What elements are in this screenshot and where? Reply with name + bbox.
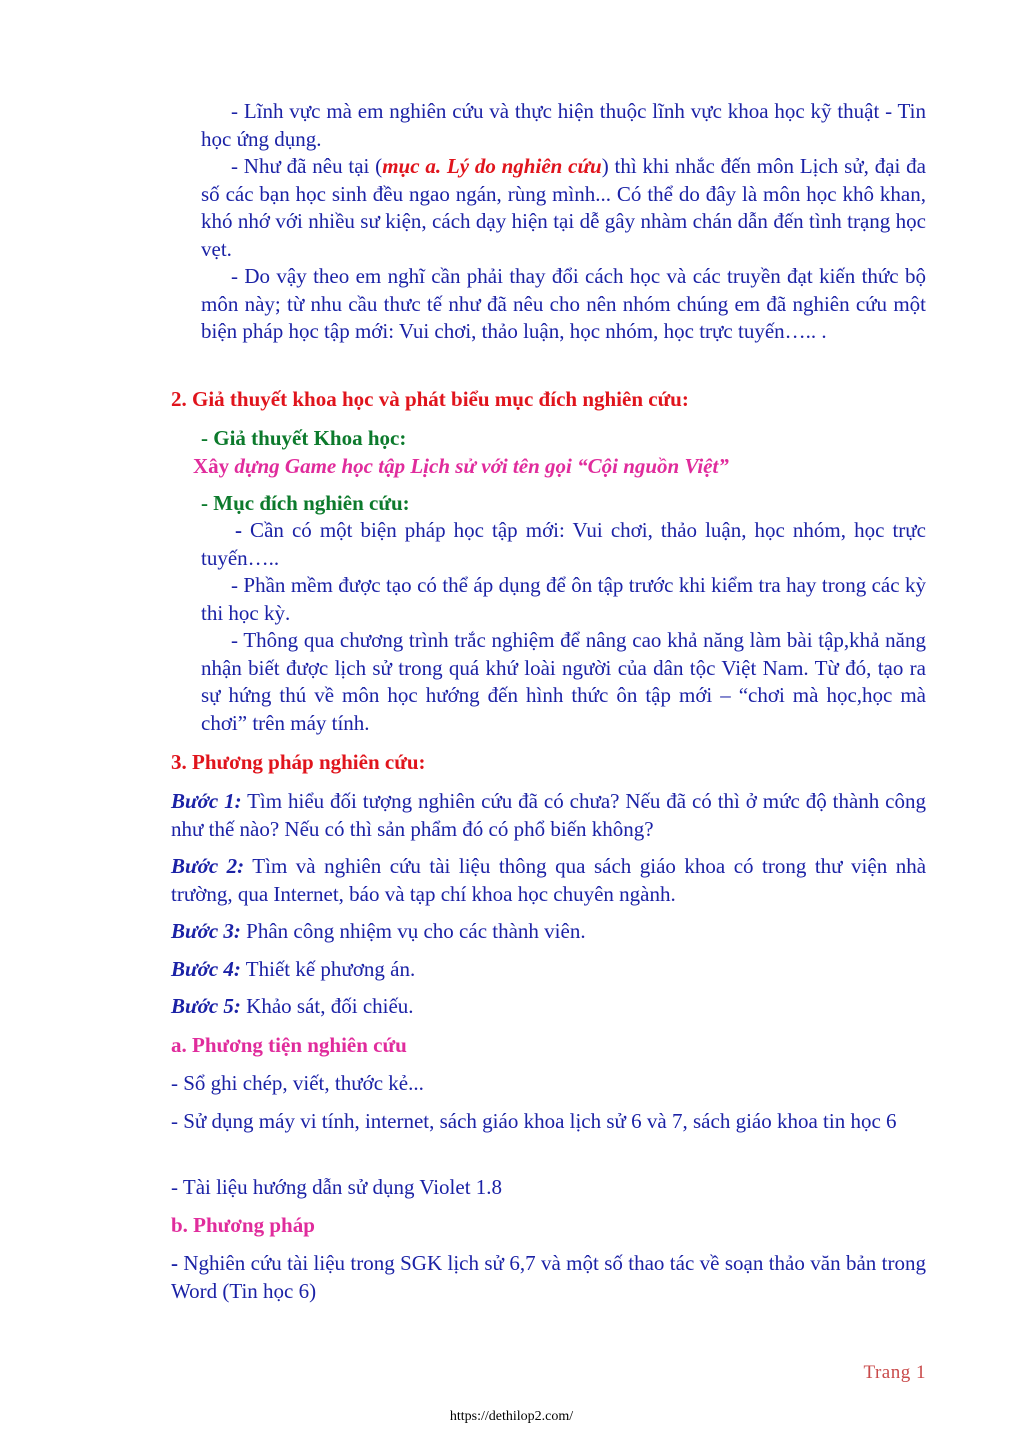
means-title: a. Phương tiện nghiên cứu [171, 1033, 407, 1057]
means-item-3 [171, 1174, 926, 1202]
intro-text-2a: - Như đã nêu tại ( [231, 154, 383, 178]
intro-paragraph-1 [201, 98, 926, 153]
page-number: Trang 1 [863, 1362, 926, 1383]
method-heading [171, 1212, 926, 1240]
hypothesis-text-b: dựng Game học tập Lịch sử với tên gọi “Cội nguồn Việt” [234, 454, 729, 478]
method-title: b. Phương pháp [171, 1213, 315, 1237]
purpose-paragraph-2 [201, 572, 926, 627]
purpose-label [201, 490, 926, 518]
step-label: Bước 2: [171, 854, 245, 878]
step-text: Thiết kế phương án. [240, 957, 416, 981]
step-text: Tìm và nghiên cứu tài liệu thông qua sách giáo khoa có trong thư viện nhà trường, qua Internet, báo và tạp chí khoa học chuyên ngành. [171, 854, 927, 906]
hypothesis-text-a: Xây [193, 454, 235, 478]
intro-text-3: - Do vậy theo em nghĩ cần phải thay đổi cách học và các truyền đạt kiến thức bộ môn này; từ nhu cầu thưc tế như đã nêu cho nên nhóm chúng em đã nghiên cứu một biện pháp học tập mới: Vui chơi, thảo luận, học nhóm, học trực tuyến….. . [201, 264, 926, 343]
purpose-text-1: Cần có một biện pháp học tập mới: Vui chơi, thảo luận, học nhóm, học trực tuyến….. [201, 518, 926, 570]
step-4 [171, 956, 926, 984]
section-3-title: 3. Phương pháp nghiên cứu: [171, 750, 426, 774]
step-label: Bước 1: [171, 789, 242, 813]
means-item-1 [171, 1070, 926, 1098]
intro-paragraph-3 [201, 263, 926, 346]
step-label: Bước 3: [171, 919, 241, 943]
intro-text-1: - Lĩnh vực mà em nghiên cứu và thực hiện thuộc lĩnh vực khoa học kỹ thuật - Tin học ứng dụng. [201, 99, 926, 151]
method-paragraph [171, 1250, 926, 1305]
method-dash: - [171, 1251, 178, 1275]
means-text: - Sổ ghi chép, viết, thước kẻ... [171, 1071, 424, 1095]
step-label: Bước 5: [171, 994, 241, 1018]
means-heading [171, 1032, 926, 1060]
purpose-paragraph-3 [201, 627, 926, 737]
purpose-label-text: - Mục đích nghiên cứu: [201, 491, 410, 515]
purpose-text-2: - Phần mềm được tạo có thể áp dụng để ôn tập trước khi kiểm tra hay trong các kỳ thi học kỳ. [201, 573, 926, 625]
means-item-2 [171, 1108, 926, 1136]
hypothesis-label-text: - Giả thuyết Khoa học: [201, 426, 407, 450]
method-text: Nghiên cứu tài liệu trong SGK lịch sử 6,7 và một số thao tác về soạn thảo văn bản trong Word (Tin học 6) [171, 1251, 926, 1303]
intro-text-2b: ) thì khi nhắc đến môn Lịch sử, đại đa số các bạn học sinh đều ngao ngán, rùng mình... Có thể do đây là môn học khô khan, khó nhớ với nhiều sư kiện, cách dạy hiện tại dễ gây nhàm chán dẫn đến tình trạng học vẹt. [201, 154, 926, 261]
purpose-dash: - [235, 518, 242, 542]
step-text: Phân công nhiệm vụ cho các thành viên. [240, 919, 586, 943]
hypothesis-statement [193, 453, 926, 481]
step-text: Khảo sát, đối chiếu. [240, 994, 414, 1018]
means-text: - Sử dụng máy vi tính, internet, sách giáo khoa lịch sử 6 và 7, sách giáo khoa tin học 6 [171, 1109, 897, 1133]
purpose-text-3: - Thông qua chương trình trắc nghiệm để nâng cao khả năng làm bài tập,khả năng nhận biết được lịch sử trong quá khứ loài người của dân tộc Việt Nam. Từ đó, tạo ra sự hứng thú về môn học hướng đến hình thức ôn tập mới – “chơi mà học,học mà chơi” trên máy tính. [201, 628, 926, 735]
hypothesis-label [201, 425, 926, 453]
step-3 [171, 918, 926, 946]
section-2-heading [171, 386, 926, 414]
section-3-heading [171, 749, 926, 777]
reference-link: mục a. Lý do nghiên cứu [382, 154, 602, 178]
step-text: Tìm hiểu đối tượng nghiên cứu đã có chưa? Nếu đã có thì ở mức độ thành công như thế nào? Nếu có thì sản phẩm đó có phổ biến không? [171, 789, 927, 841]
section-2-title: 2. Giả thuyết khoa học và phát biểu mục đích nghiên cứu: [171, 387, 689, 411]
intro-paragraph-2 [201, 153, 926, 263]
step-2 [171, 853, 926, 908]
purpose-paragraph-1 [201, 517, 926, 572]
step-label: Bước 4: [171, 957, 241, 981]
step-5 [171, 993, 926, 1021]
means-text: - Tài liệu hướng dẫn sử dụng Violet 1.8 [171, 1175, 503, 1199]
step-1 [171, 788, 926, 843]
source-url[interactable]: https://dethilop2.com/ [449, 1409, 574, 1424]
